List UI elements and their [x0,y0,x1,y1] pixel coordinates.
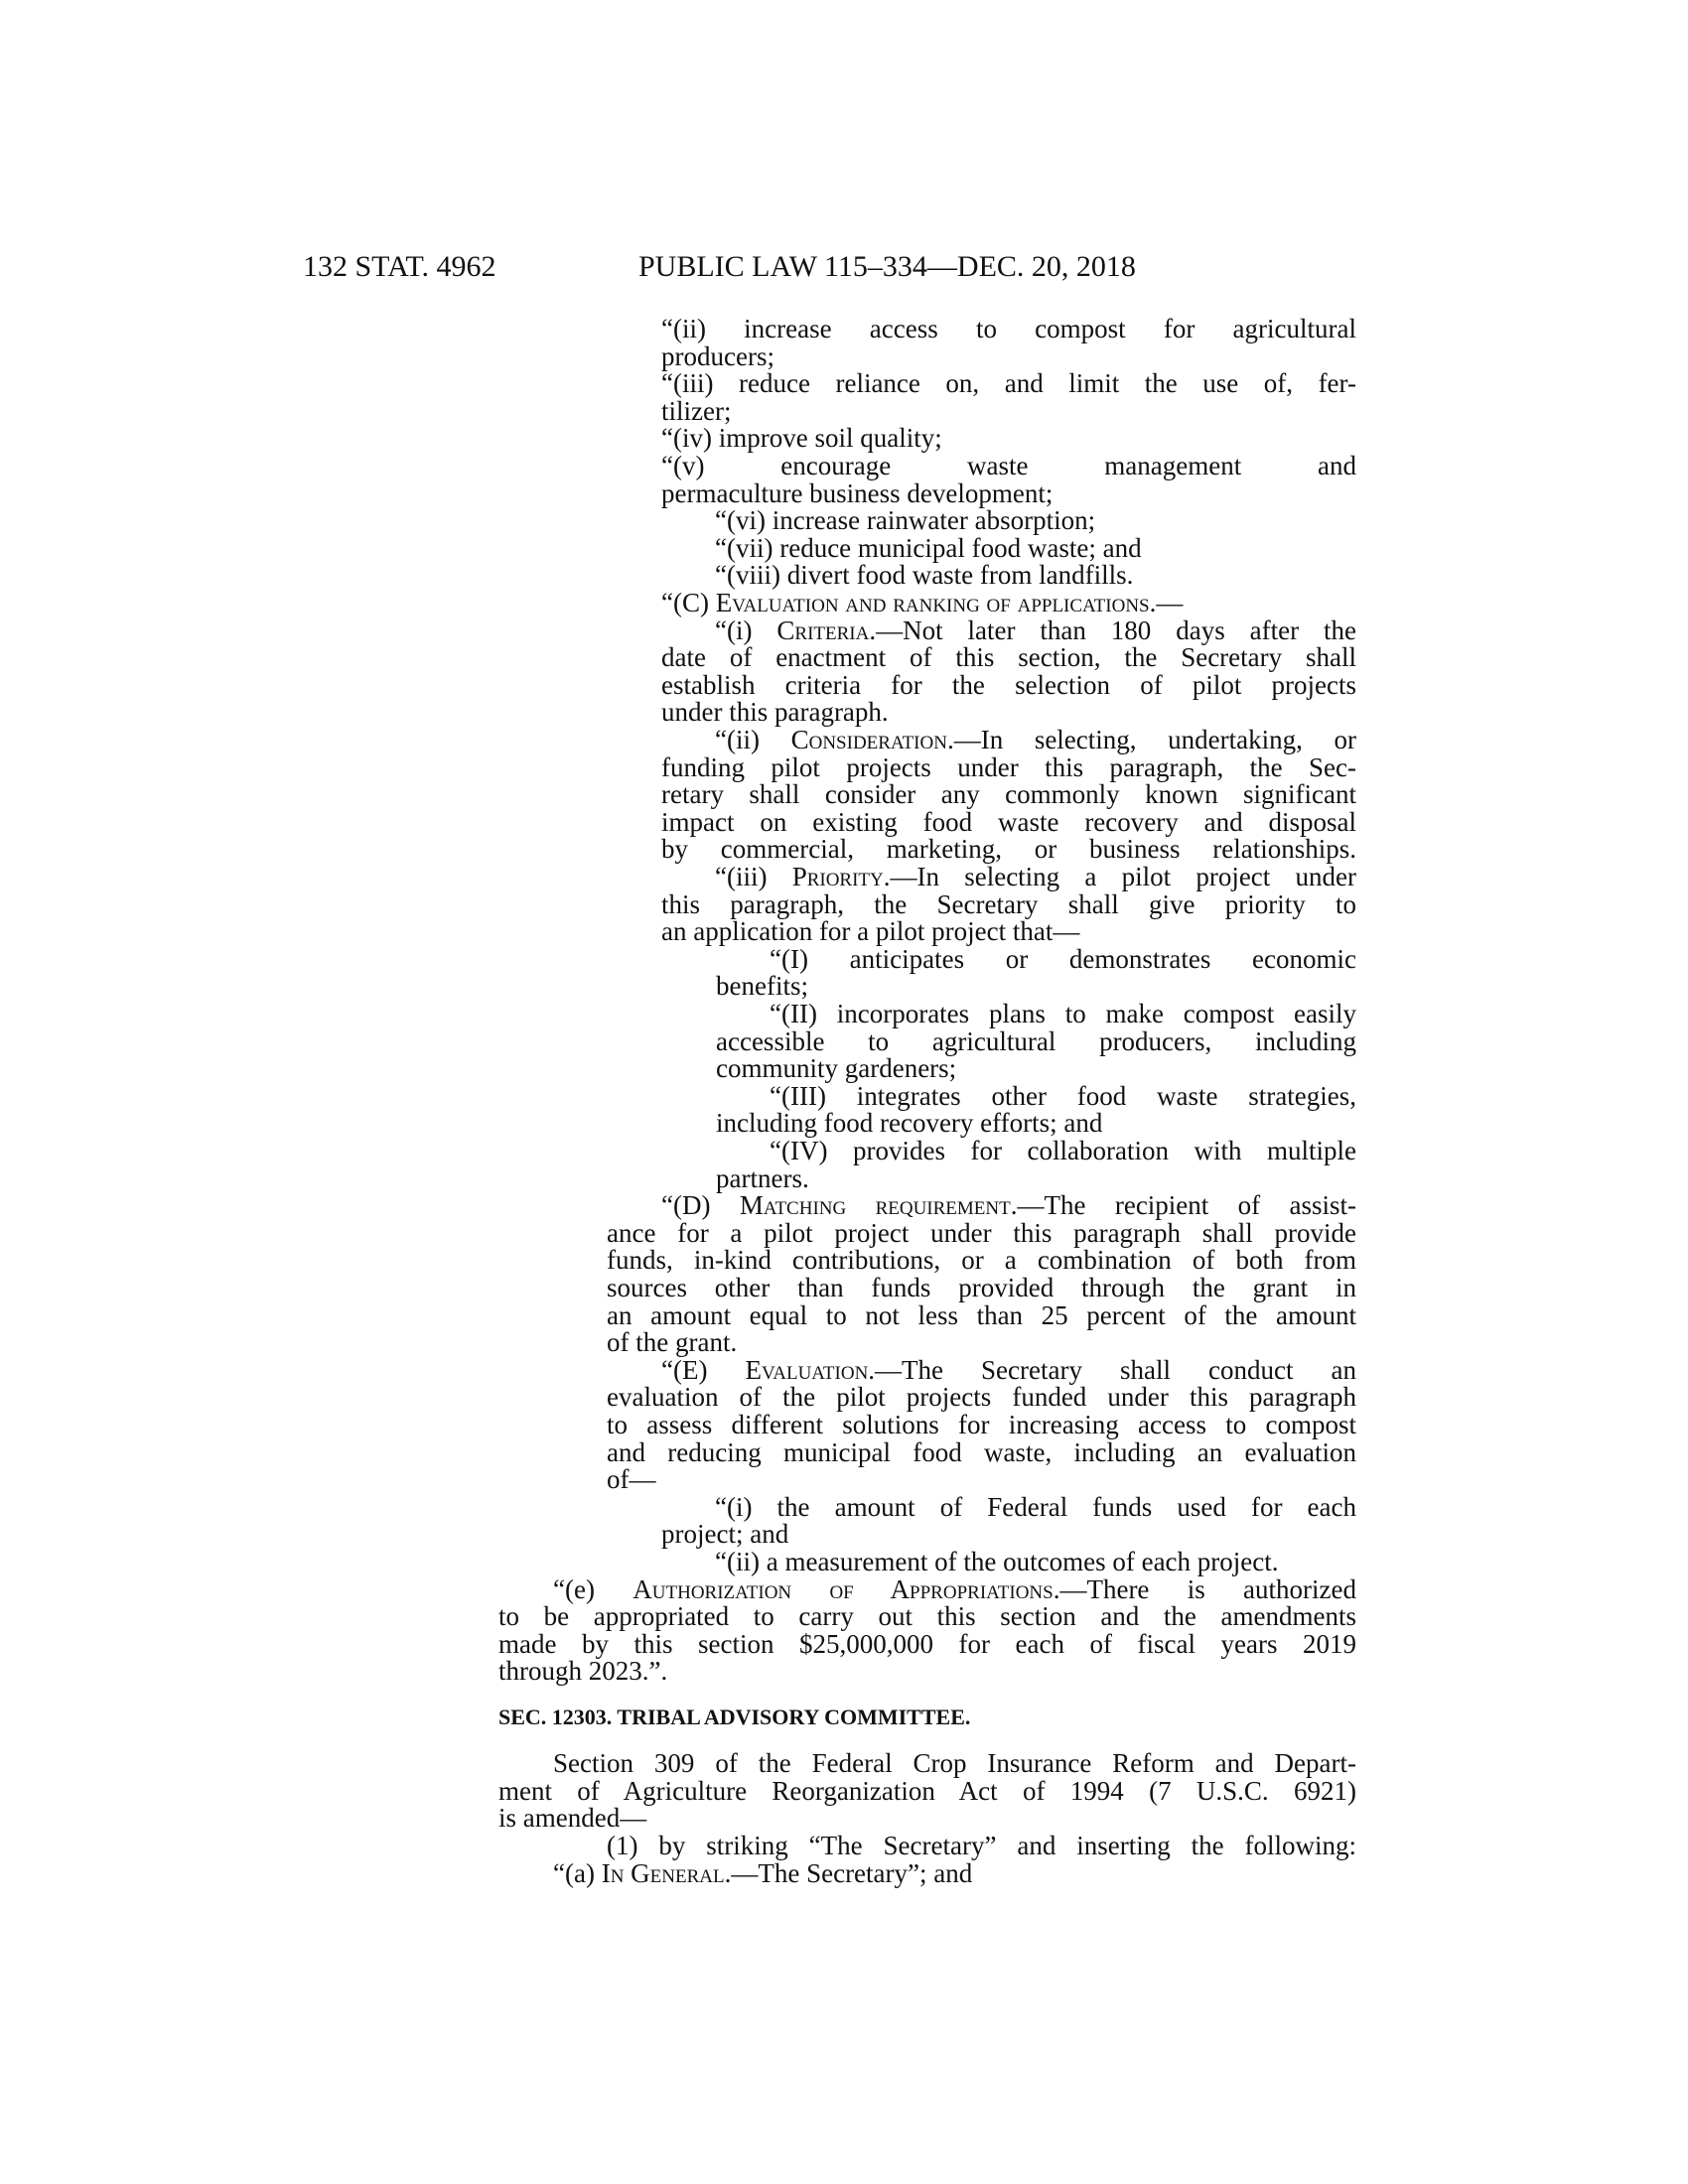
text-line: ance for a pilot project under this paragraph shall provide [607,1218,1356,1248]
page-header [0,250,1688,290]
text-line: retary shall consider any commonly known significant [661,779,1356,809]
text-line: “(IV) provides for collaboration with multiple [770,1136,1356,1165]
text-line: accessible to agricultural producers, including [716,1026,1356,1056]
subparagraph-heading: “(D) Matching requirement.—The recipient of assist- [661,1190,1357,1220]
text-line: funding pilot projects under this paragraph, the Sec- [661,752,1356,782]
text-line: of— [607,1464,656,1494]
text-line: “(i) Criteria.—Not later than 180 days after the [715,615,1356,645]
text-line: including food recovery efforts; and [716,1108,1103,1138]
text-line: through 2023.”. [498,1656,668,1686]
text-line: “(I) anticipates or demonstrates economic [770,944,1356,974]
text-line: Section 309 of the Federal Crop Insurance Reform and Depart- [553,1748,1356,1778]
text-line: permaculture business development; [661,478,1054,508]
text-line: establish criteria for the selection of pilot projects [661,670,1356,700]
text-line: producers; [661,341,774,371]
text-line: ment of Agriculture Reorganization Act of 1994 (7 U.S.C. 6921) [498,1776,1356,1806]
text-line: and reducing municipal food waste, including an evaluation [607,1437,1356,1467]
text-line: “(iv) improve soil quality; [661,423,942,453]
section-heading: SEC. 12303. TRIBAL ADVISORY COMMITTEE. [498,1705,971,1729]
text-line: “(ii) increase access to compost for agricultural [661,314,1356,343]
text-line: “(ii) Consideration.—In selecting, undertaking, or [715,725,1356,754]
text-line: funds, in-kind contributions, or a combination of both from [607,1245,1356,1275]
text-line: community gardeners; [716,1053,957,1083]
text-line: tilizer; [661,396,732,426]
text-line: “(v) encourage waste management and [661,451,1356,480]
text-line: “(vi) increase rainwater absorption; [715,505,1096,535]
text-line: evaluation of the pilot projects funded under this paragraph [607,1382,1356,1412]
text-line: “(ii) a measurement of the outcomes of each project. [715,1547,1279,1576]
statute-page-number: 132 STAT. 4962 [303,250,496,283]
subsection-heading: “(e) Authorization of Appropriations.—There is authorized [553,1574,1356,1604]
text-line: of the grant. [607,1327,738,1357]
text-line: “(III) integrates other food waste strategies, [770,1081,1356,1111]
text-line: sources other than funds provided through the grant in [607,1273,1356,1302]
text-line: project; and [661,1519,789,1549]
text-line: to assess different solutions for increasing access to compost [607,1410,1356,1439]
text-line: “(iii) Priority.—In selecting a pilot project under [715,862,1356,891]
text-line: this paragraph, the Secretary shall give priority to [661,889,1356,919]
subparagraph-heading: “(C) Evaluation and ranking of applications.— [661,588,1184,617]
text-line: (1) by striking “The Secretary” and inserting the following: [607,1831,1356,1860]
running-title: PUBLIC LAW 115–334—DEC. 20, 2018 [638,250,1136,283]
text-line: is amended— [498,1803,647,1833]
text-line: “(viii) divert food waste from landfills. [715,560,1134,590]
text-line: impact on existing food waste recovery and disposal [661,807,1356,837]
text-line: made by this section $25,000,000 for each of fiscal years 2019 [498,1629,1356,1659]
text-line: “(i) the amount of Federal funds used for each [715,1492,1356,1522]
text-line: to be appropriated to carry out this section and the amendments [498,1601,1356,1631]
text-line: date of enactment of this section, the Secretary shall [661,642,1356,672]
text-line: an application for a pilot project that— [661,916,1080,946]
text-line: an amount equal to not less than 25 percent of the amount [607,1300,1356,1330]
text-line: “(II) incorporates plans to make compost easily [770,999,1356,1028]
text-line: “(vii) reduce municipal food waste; and [715,533,1142,563]
subparagraph-heading: “(E) Evaluation.—The Secretary shall conduct an [661,1355,1356,1385]
text-line: “(iii) reduce reliance on, and limit the use of, fer- [661,368,1356,398]
text-line: partners. [716,1163,809,1193]
text-line: under this paragraph. [661,697,889,727]
text-line: benefits; [716,971,808,1001]
text-line: “(a) In General.—The Secretary”; and [553,1858,973,1888]
text-line: by commercial, marketing, or business relationships. [661,834,1356,864]
